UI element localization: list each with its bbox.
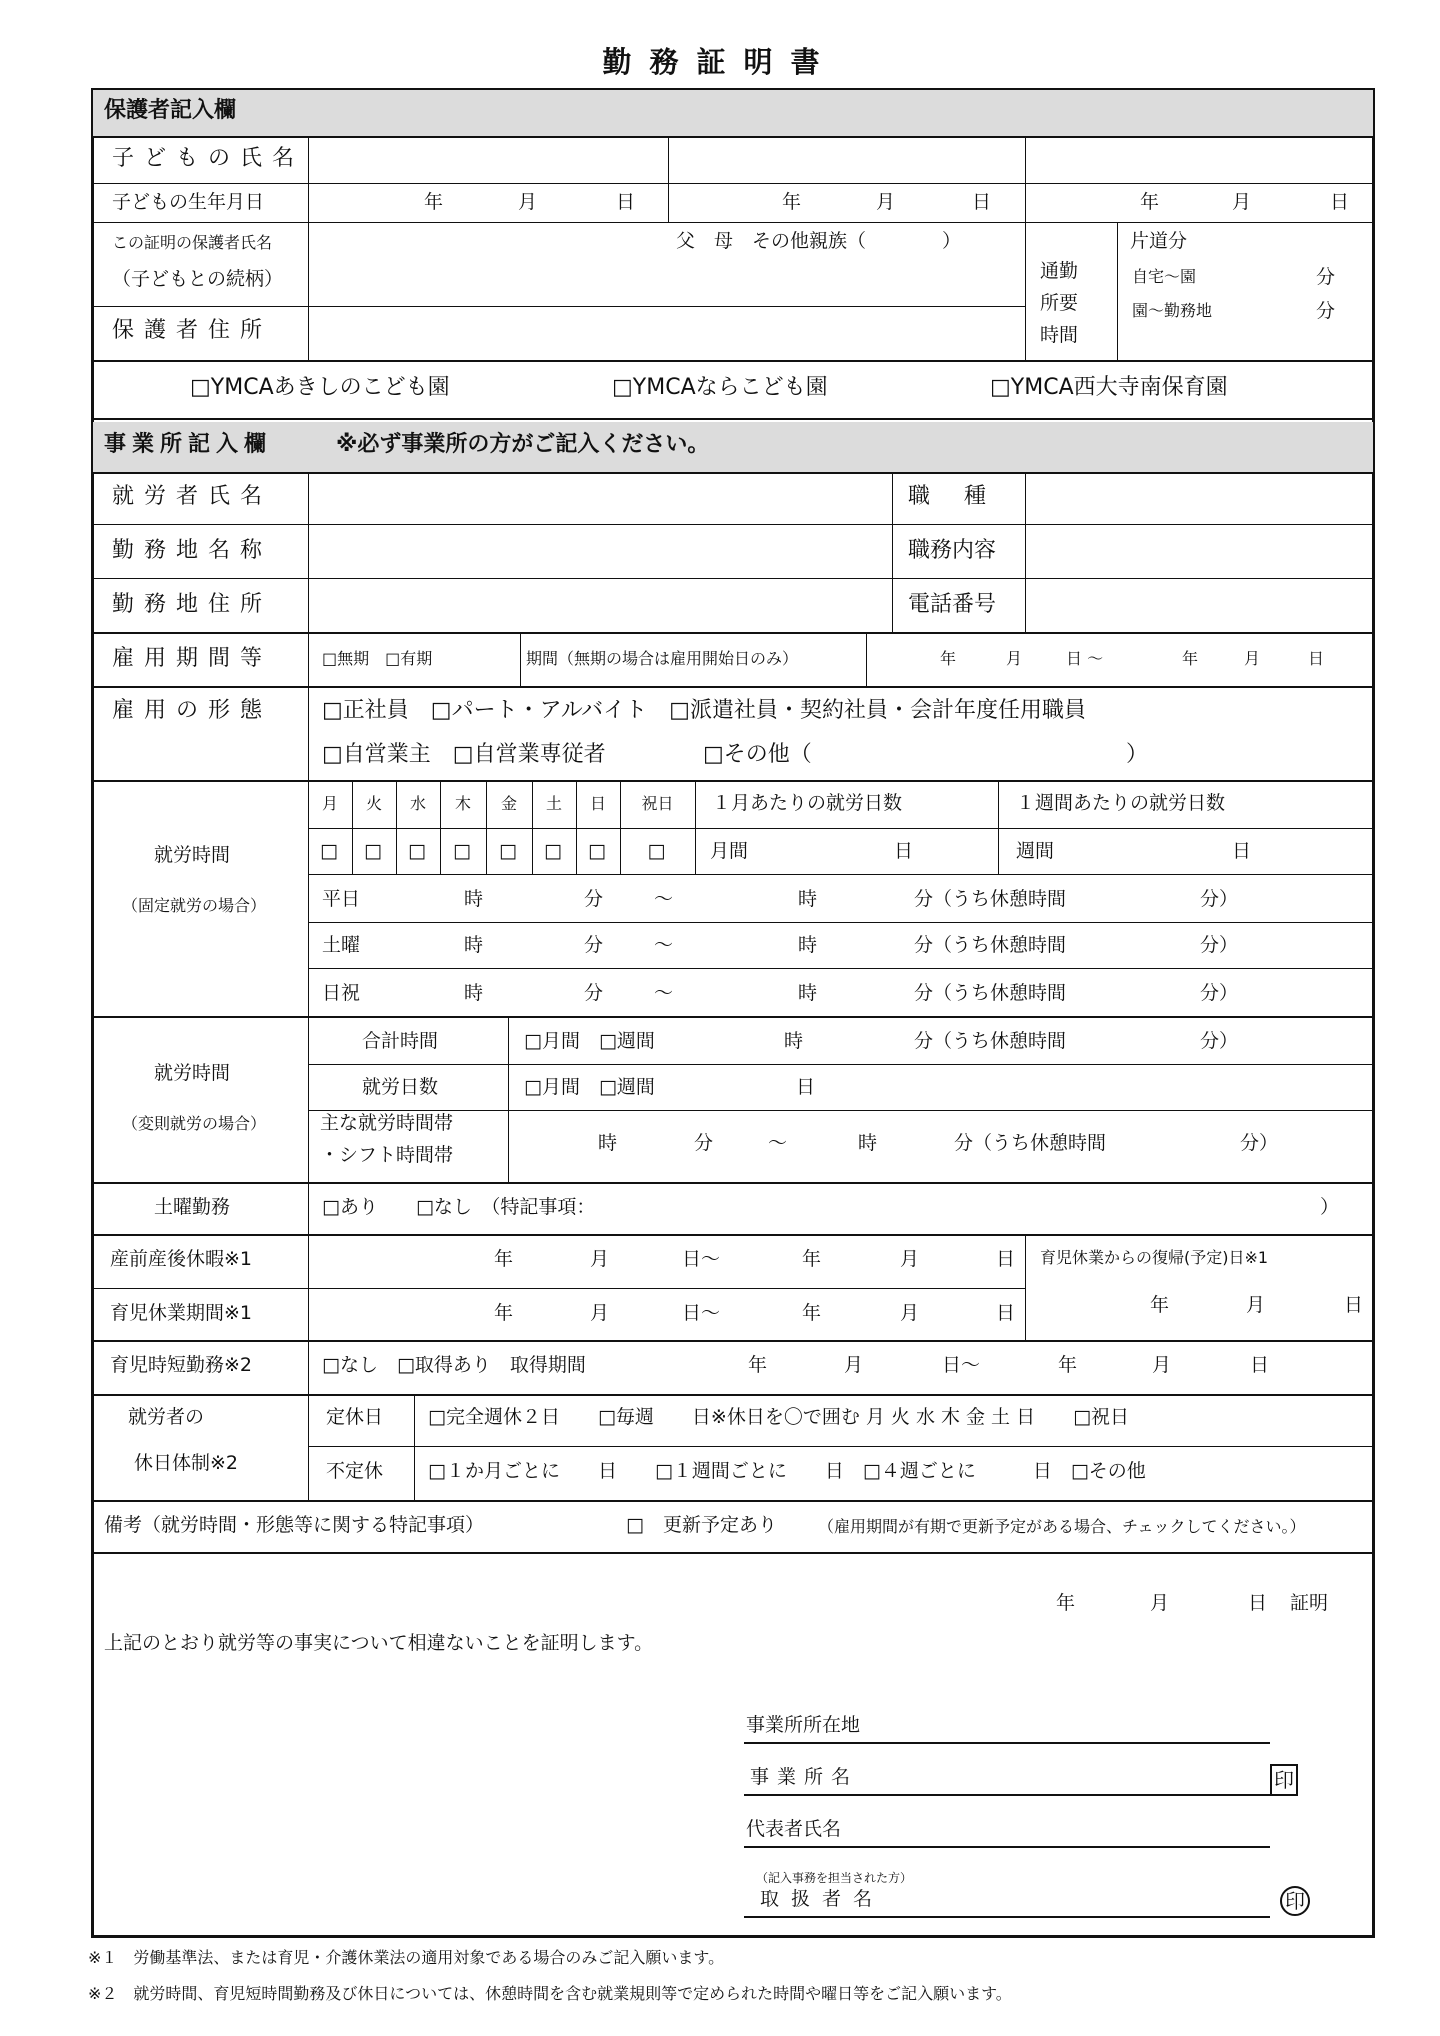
short-hours-date-part: 月 [844,1354,864,1376]
commute-label-1: 通勤 [1040,260,1079,282]
footnote-2: ※２ 就労時間、育児短時間勤務及び休日については、休憩時間を含む就業規則等で定められた時間や曜日等をご記入願います。 [88,1984,1012,2003]
period-start-month: 月 [1006,649,1023,668]
workplace-name-label: 勤務地名称 [112,538,273,563]
time-row-end-hour: 時 [798,888,818,910]
time-row-tilde: 〜 [654,934,674,956]
maternity-label: 産前産後休暇※1 [110,1248,253,1270]
time-row-break: 分（うち休憩時間 [914,888,1067,910]
fixed-hours-sub: （固定就労の場合） [122,896,267,915]
total-hours-hour: 時 [784,1030,804,1052]
child-name-field-3[interactable] [1027,138,1373,181]
weekday-column-divider [440,780,441,874]
weekly-days-unit: 日 [1232,840,1252,862]
fixed-holiday-label: 定休日 [326,1406,384,1428]
cert-statement: 上記のとおり就労等の事実について相違ないことを証明します。 [104,1632,654,1654]
weekday-checkbox[interactable]: □ [364,840,382,862]
childcare-date-part: 年 [802,1302,822,1324]
shift-hour-1: 時 [598,1132,618,1154]
worker-name-field[interactable] [310,474,890,522]
maternity-date-part: 月 [590,1248,610,1270]
weekday-label: 金 [501,794,518,813]
period-end-year: 年 [1182,649,1199,668]
weekday-column-divider [532,780,533,874]
saturday-label: 土曜勤務 [154,1196,231,1218]
time-row-end-hour: 時 [798,982,818,1004]
relation-options[interactable]: 父 母 その他親族（ ） [676,230,962,252]
birth1-year: 年 [424,191,444,213]
time-row-start-hour: 時 [464,888,484,910]
office-name-label: 事業所名 [750,1766,859,1788]
child-name-label: 子どもの氏名 [112,146,305,171]
period-end-month: 月 [1244,649,1261,668]
handler-note: （記入事務を担当された方） [756,1871,913,1885]
work-days-unit: 日 [796,1076,816,1098]
nursery-option-nara[interactable]: □YMCAならこども園 [612,375,828,400]
cert-day: 日 [1248,1592,1268,1614]
remarks-label: 備考（就労時間・形態等に関する特記事項） [104,1514,485,1536]
office-seal-mark: 印 [1270,1764,1298,1796]
business-header-note: ※必ず事業所の方がご記入ください。 [336,432,710,457]
worker-name-label: 就労者氏名 [112,484,273,509]
cert-month: 月 [1150,1592,1170,1614]
commute-home-min: 分 [1316,266,1336,288]
maternity-date-part: 月 [900,1248,920,1270]
short-hours-date-part: 年 [1058,1354,1078,1376]
childcare-date-part: 月 [590,1302,610,1324]
return-month: 月 [1246,1294,1266,1316]
monthly-days-unit: 日 [894,840,914,862]
period-start-year: 年 [940,649,957,668]
employment-types-row2[interactable]: □自営業主 □自営業専従者 [322,742,606,767]
shift-min-1: 分 [694,1132,714,1154]
business-section-header: 事業所記入欄 [104,432,273,457]
employment-type-label: 雇用の形態 [112,698,273,723]
workplace-address-field[interactable] [310,580,890,630]
employment-types-other[interactable]: □その他（ [703,742,812,767]
employment-other-close: ） [1126,742,1149,767]
childcare-date-part: 日 [996,1302,1016,1324]
representative-label: 代表者氏名 [746,1818,842,1840]
birth2-month: 月 [876,191,896,213]
time-row-start-min: 分 [584,982,604,1004]
total-hours-break: 分（うち休憩時間 [914,1030,1067,1052]
time-row-label: 土曜 [322,934,361,956]
short-hours-date-part: 日〜 [942,1354,981,1376]
fixed-hours-label: 就労時間 [154,844,231,866]
shift-tilde: 〜 [768,1132,788,1154]
saturday-close: ） [1320,1196,1340,1218]
nursery-option-saidaiji[interactable]: □YMCA西大寺南保育園 [990,375,1228,400]
irregular-holiday-options[interactable]: □１か月ごとに 日 □１週間ごとに 日 □４週ごとに 日 □その他 [428,1460,1146,1482]
office-location-label: 事業所所在地 [746,1714,861,1736]
weekday-checkbox[interactable]: □ [408,840,426,862]
cert-label: 証明 [1290,1592,1329,1614]
childcare-date-part: 年 [494,1302,514,1324]
relation-label: （子どもとの続柄） [112,268,284,290]
maternity-date-part: 年 [802,1248,822,1270]
shift-break: 分（うち休憩時間 [954,1132,1107,1154]
monthly-days-prefix: 月間 [710,840,749,862]
time-row-break: 分（うち休憩時間 [914,982,1067,1004]
weekday-label: 火 [366,794,383,813]
employment-types-row1[interactable]: □正社員 □パート・アルバイト □派遣社員・契約社員・会計年度任用職員 [322,698,1086,723]
weekday-label: 月 [322,794,339,813]
period-end-day: 日 [1308,649,1325,668]
holiday-label-2: 休日体制※2 [134,1452,239,1474]
short-hours-date-part: 月 [1152,1354,1172,1376]
handler-seal-mark: 印 [1280,1886,1310,1916]
weekday-checkbox[interactable]: □ [588,840,606,862]
time-row-break-close: 分） [1200,982,1239,1004]
employment-period-label: 雇用期間等 [112,646,273,671]
commute-label-3: 時間 [1040,324,1079,346]
commute-label-2: 所要 [1040,292,1079,314]
birth1-month: 月 [518,191,538,213]
time-row-start-min: 分 [584,888,604,910]
weekday-checkbox[interactable]: □ [647,840,666,862]
shift-break-close: 分） [1240,1132,1279,1154]
return-day: 日 [1344,1294,1364,1316]
workplace-name-field[interactable] [310,526,890,576]
business-header-band [93,422,1373,472]
short-hours-label: 育児時短勤務※2 [110,1354,253,1376]
work-days-label: 就労日数 [362,1076,439,1098]
commute-work-min: 分 [1316,300,1336,322]
handler-label: 取扱者名 [760,1888,885,1910]
total-hours-break-close: 分） [1200,1030,1239,1052]
period-note: 期間（無期の場合は雇用開始日のみ） [526,649,799,668]
weekday-label: 日 [590,794,607,813]
time-row-label: 日祝 [322,982,361,1004]
nursery-option-akishino[interactable]: □YMCAあきしのこども園 [190,375,450,400]
child-birth-label: 子どもの生年月日 [112,191,265,213]
maternity-date-part: 日〜 [682,1248,721,1270]
weekday-checkbox[interactable]: □ [453,840,471,862]
childcare-date-part: 月 [900,1302,920,1324]
phone-label: 電話番号 [908,592,997,617]
renewal-note: （雇用期間が有期で更新予定がある場合、チェックしてください。） [818,1517,1306,1536]
short-hours-date-part: 日 [1250,1354,1270,1376]
return-label: 育児休業からの復帰(予定)日※1 [1040,1248,1269,1267]
guardian-section-header: 保護者記入欄 [104,98,237,123]
time-row-end-hour: 時 [798,934,818,956]
weekday-label: 土 [546,794,563,813]
document-title: 勤務証明書 [602,45,838,79]
short-hours-date-part: 年 [748,1354,768,1376]
renewal-checkbox[interactable]: □ 更新予定あり [626,1514,777,1536]
child-name-field-2[interactable] [670,138,1023,181]
time-row-tilde: 〜 [654,888,674,910]
time-row-label: 平日 [322,888,361,910]
saturday-options[interactable]: □あり □なし （特記事項： [322,1196,596,1218]
variable-hours-sub: （変則就労の場合） [122,1114,267,1133]
workplace-address-label: 勤務地住所 [112,592,273,617]
weekday-label: 木 [455,794,472,813]
footnote-1: ※１ 労働基準法、または育児・介護休業法の適用対象である場合のみご記入願います。 [88,1948,725,1967]
time-row-start-min: 分 [584,934,604,956]
commute-work: 園〜勤務地 [1132,301,1213,320]
weekday-checkbox[interactable]: □ [544,840,562,862]
birth3-month: 月 [1232,191,1252,213]
weekday-column-divider [576,780,577,874]
shift-label-2: ・シフト時間帯 [320,1144,454,1166]
work-days-period[interactable]: □月間 □週間 [524,1076,655,1098]
return-year: 年 [1150,1294,1170,1316]
birth1-day: 日 [616,191,636,213]
address-label: 保護者住所 [112,318,273,343]
form-frame [91,88,1375,1938]
guardian-header-band [93,90,1373,136]
total-hours-period[interactable]: □月間 □週間 [524,1030,655,1052]
holiday-label-1: 就労者の [128,1406,205,1428]
birth3-day: 日 [1330,191,1350,213]
commute-oneway: 片道分 [1130,230,1188,252]
monthly-days-label: １月あたりの就労日数 [712,792,903,814]
weekday-label: 水 [410,794,427,813]
child-name-field-1[interactable] [310,138,666,181]
weekday-label: 祝日 [641,794,674,813]
time-row-start-hour: 時 [464,934,484,956]
shift-hour-2: 時 [858,1132,878,1154]
weekly-days-prefix: 週間 [1016,840,1055,862]
weekday-column-divider [352,780,353,874]
weekday-column-divider [486,780,487,874]
short-hours-options[interactable]: □なし □取得あり 取得期間 [322,1354,586,1376]
fixed-holiday-options[interactable]: □完全週休２日 □毎週 日※休日を〇で囲む 月 火 水 木 金 土 日 □祝日 [428,1406,1130,1428]
birth3-year: 年 [1140,191,1160,213]
maternity-date-part: 年 [494,1248,514,1270]
weekday-column-divider [620,780,621,874]
time-row-break-close: 分） [1200,934,1239,956]
weekday-checkbox[interactable]: □ [320,840,338,862]
childcare-leave-label: 育児休業期間※1 [110,1302,253,1324]
childcare-date-part: 日〜 [682,1302,721,1324]
irregular-holiday-label: 不定休 [326,1460,384,1482]
birth2-day: 日 [972,191,992,213]
period-checks[interactable]: □無期 □有期 [322,649,433,668]
birth2-year: 年 [782,191,802,213]
weekday-column-divider [396,780,397,874]
period-start-day: 日 〜 [1066,649,1104,668]
weekday-checkbox[interactable]: □ [499,840,517,862]
total-hours-label: 合計時間 [362,1030,439,1052]
job-content-label: 職務内容 [908,538,997,563]
address-field[interactable] [310,308,1023,358]
guardian-name-label: この証明の保護者氏名 [112,233,273,252]
cert-year: 年 [1056,1592,1076,1614]
time-row-break-close: 分） [1200,888,1239,910]
variable-hours-label: 就労時間 [154,1062,231,1084]
maternity-date-part: 日 [996,1248,1016,1270]
time-row-tilde: 〜 [654,982,674,1004]
shift-label-1: 主な就労時間帯 [320,1112,454,1134]
commute-home: 自宅〜園 [1132,267,1197,286]
job-type-label: 職 種 [908,484,993,509]
weekly-days-label: １週間あたりの就労日数 [1016,792,1226,814]
time-row-start-hour: 時 [464,982,484,1004]
time-row-break: 分（うち休憩時間 [914,934,1067,956]
